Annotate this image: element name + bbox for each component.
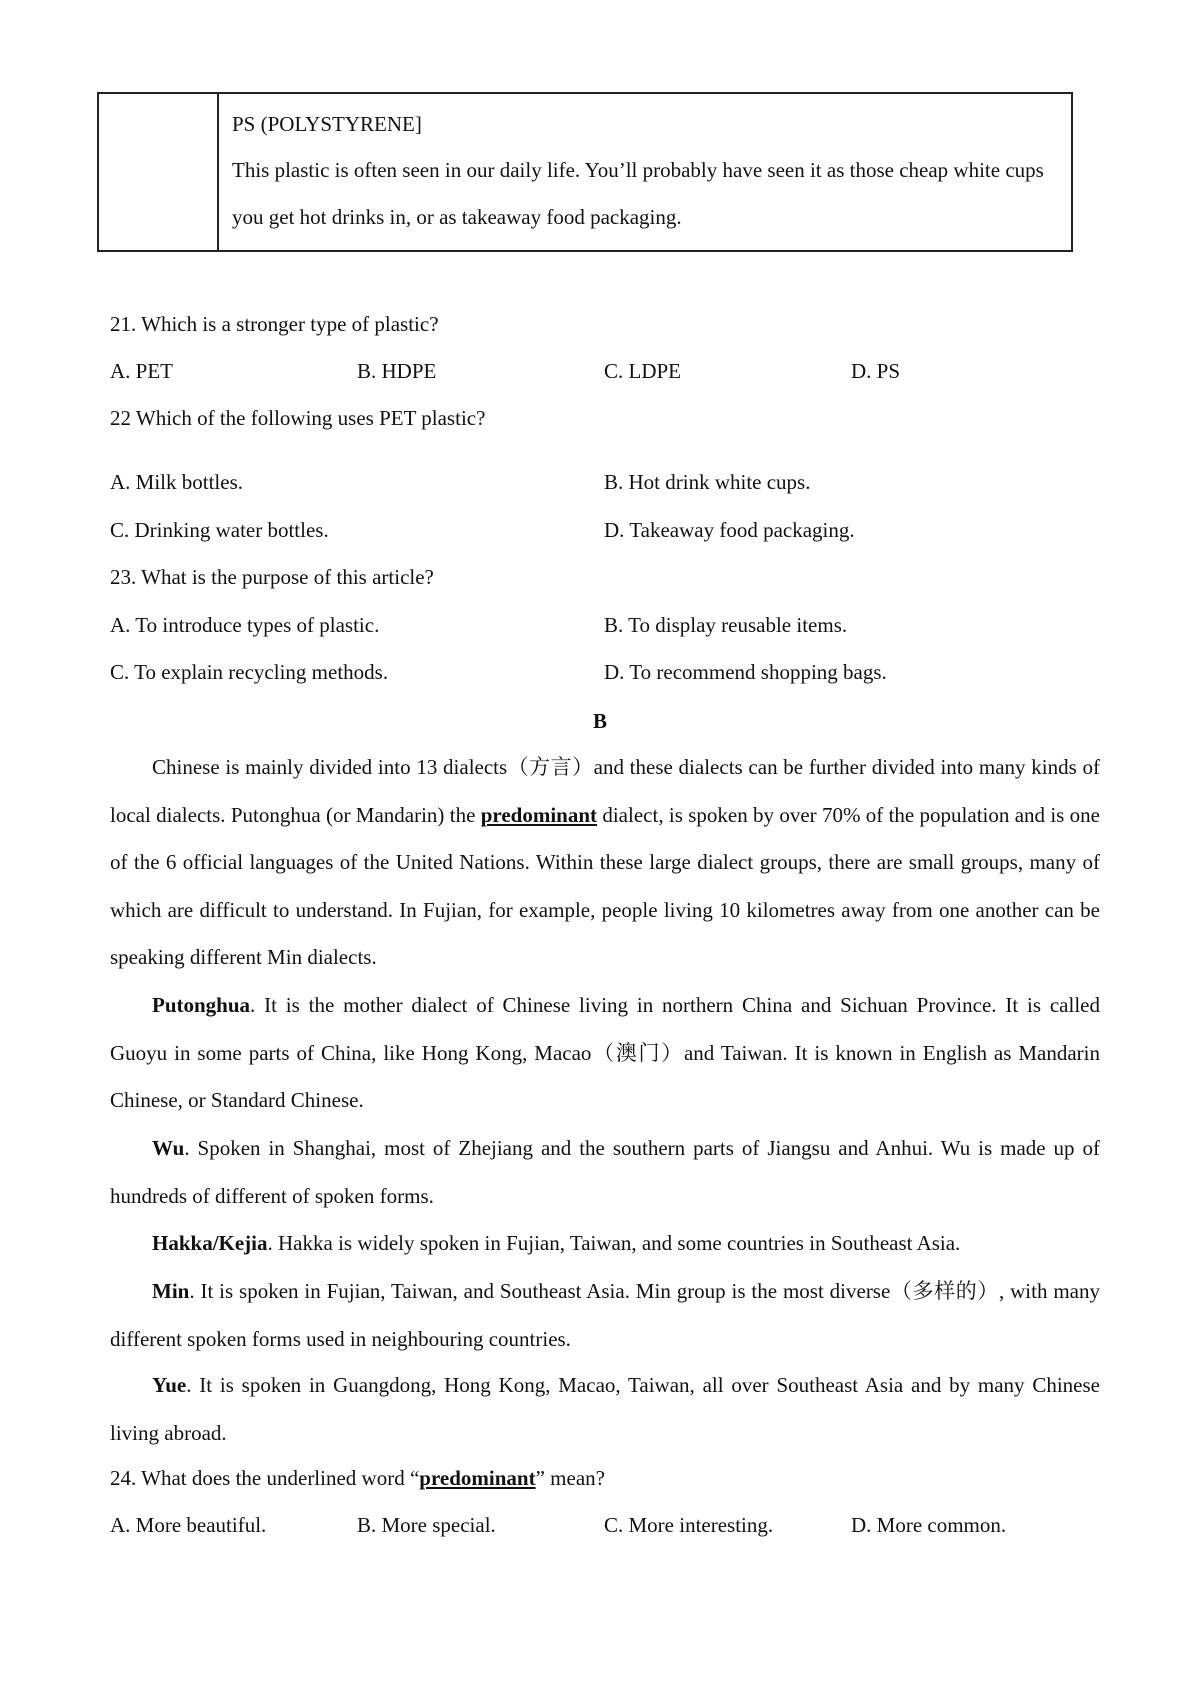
hakka-text: . Hakka is widely spoken in Fujian, Taiwan, and some countries in Southeast Asia. <box>267 1231 961 1255</box>
ps-table <box>97 92 1073 252</box>
wu-heading: Wu <box>152 1136 185 1160</box>
q22-option-b: B. Hot drink white cups. <box>604 470 811 494</box>
q24-text-b: ” mean? <box>535 1466 605 1490</box>
q24-option-a: A. More beautiful. <box>110 1513 267 1537</box>
putonghua-text: . It is the mother dialect of Chinese living in northern China and Sichuan Province. It is called Guoyu in some parts of China, like Hong Kong, Macao（澳门）and Taiwan. It is known in English as Mandarin Chinese, or Standard Chinese. <box>110 993 1100 1112</box>
q23-option-b: B. To display reusable items. <box>604 613 848 637</box>
q22-option-c: C. Drinking water bottles. <box>110 518 329 542</box>
paragraph-1-text-a: Chinese is mainly divided into 13 dialects（方言）and these dialects can be further divided into many kinds of local dialects. Putonghua (or Mandarin) the <box>110 755 1100 827</box>
passage-paragraph-hakka <box>110 1220 1100 1268</box>
underlined-word: predominant <box>480 802 598 827</box>
passage-paragraph-min <box>110 1268 1100 1363</box>
q24-option-c: C. More interesting. <box>604 1513 774 1537</box>
q24-option-d: D. More common. <box>851 1513 1007 1537</box>
table-content-cell <box>219 94 1071 250</box>
table-title: PS (POLYSTYRENE] <box>232 112 422 136</box>
putonghua-heading: Putonghua <box>152 993 251 1017</box>
question-24 <box>110 1466 605 1490</box>
q23-option-c: C. To explain recycling methods. <box>110 660 389 684</box>
q21-option-c: C. LDPE <box>604 359 682 383</box>
question-23: 23. What is the purpose of this article? <box>110 565 434 589</box>
q24-underlined-word: predominant <box>419 1466 536 1490</box>
wu-text: . Spoken in Shanghai, most of Zhejiang and the southern parts of Jiangsu and Anhui. Wu is made up of hundreds of different of spoken forms. <box>110 1136 1100 1208</box>
q24-option-b: B. More special. <box>357 1513 496 1537</box>
yue-heading: Yue <box>152 1373 187 1397</box>
question-22: 22 Which of the following uses PET plastic? <box>110 406 486 430</box>
table-empty-cell <box>99 94 219 250</box>
q21-option-d: D. PS <box>851 359 901 383</box>
q22-option-d: D. Takeaway food packaging. <box>604 518 855 542</box>
passage-paragraph-yue <box>110 1362 1100 1457</box>
paragraph-1-text-b: dialect, is spoken by over 70% of the population and is one of the 6 official languages of the United Nations. Within these large dialect groups, there are small groups, many of which are difficult to understand. In Fujian, for example, people living 10 kilometres away from one another can be speaking different Min dialects. <box>110 802 1100 969</box>
q21-option-b: B. HDPE <box>357 359 437 383</box>
q22-option-a: A. Milk bottles. <box>110 470 244 494</box>
q23-option-d: D. To recommend shopping bags. <box>604 660 887 684</box>
yue-text: . It is spoken in Guangdong, Hong Kong, Macao, Taiwan, all over Southeast Asia and by many Chinese living abroad. <box>110 1373 1100 1445</box>
passage-paragraph-putonghua <box>110 982 1100 1125</box>
table-text: This plastic is often seen in our daily life. You’ll probably have seen it as those cheap white cups you get hot drinks in, or as takeaway food packaging. <box>232 158 1044 229</box>
passage-paragraph-1 <box>110 744 1100 982</box>
hakka-heading: Hakka/Kejia <box>152 1231 268 1255</box>
q23-option-a: A. To introduce types of plastic. <box>110 613 380 637</box>
passage-paragraph-wu <box>110 1125 1100 1220</box>
q24-text-a: 24. What does the underlined word “ <box>110 1466 420 1490</box>
section-b-heading: B <box>592 709 607 733</box>
q21-option-a: A. PET <box>110 359 173 383</box>
min-text: . It is spoken in Fujian, Taiwan, and Southeast Asia. Min group is the most diverse（多样的）, with many different spoken forms used in neighbouring countries. <box>110 1279 1100 1351</box>
question-21: 21. Which is a stronger type of plastic? <box>110 312 439 336</box>
min-heading: Min <box>152 1279 190 1303</box>
